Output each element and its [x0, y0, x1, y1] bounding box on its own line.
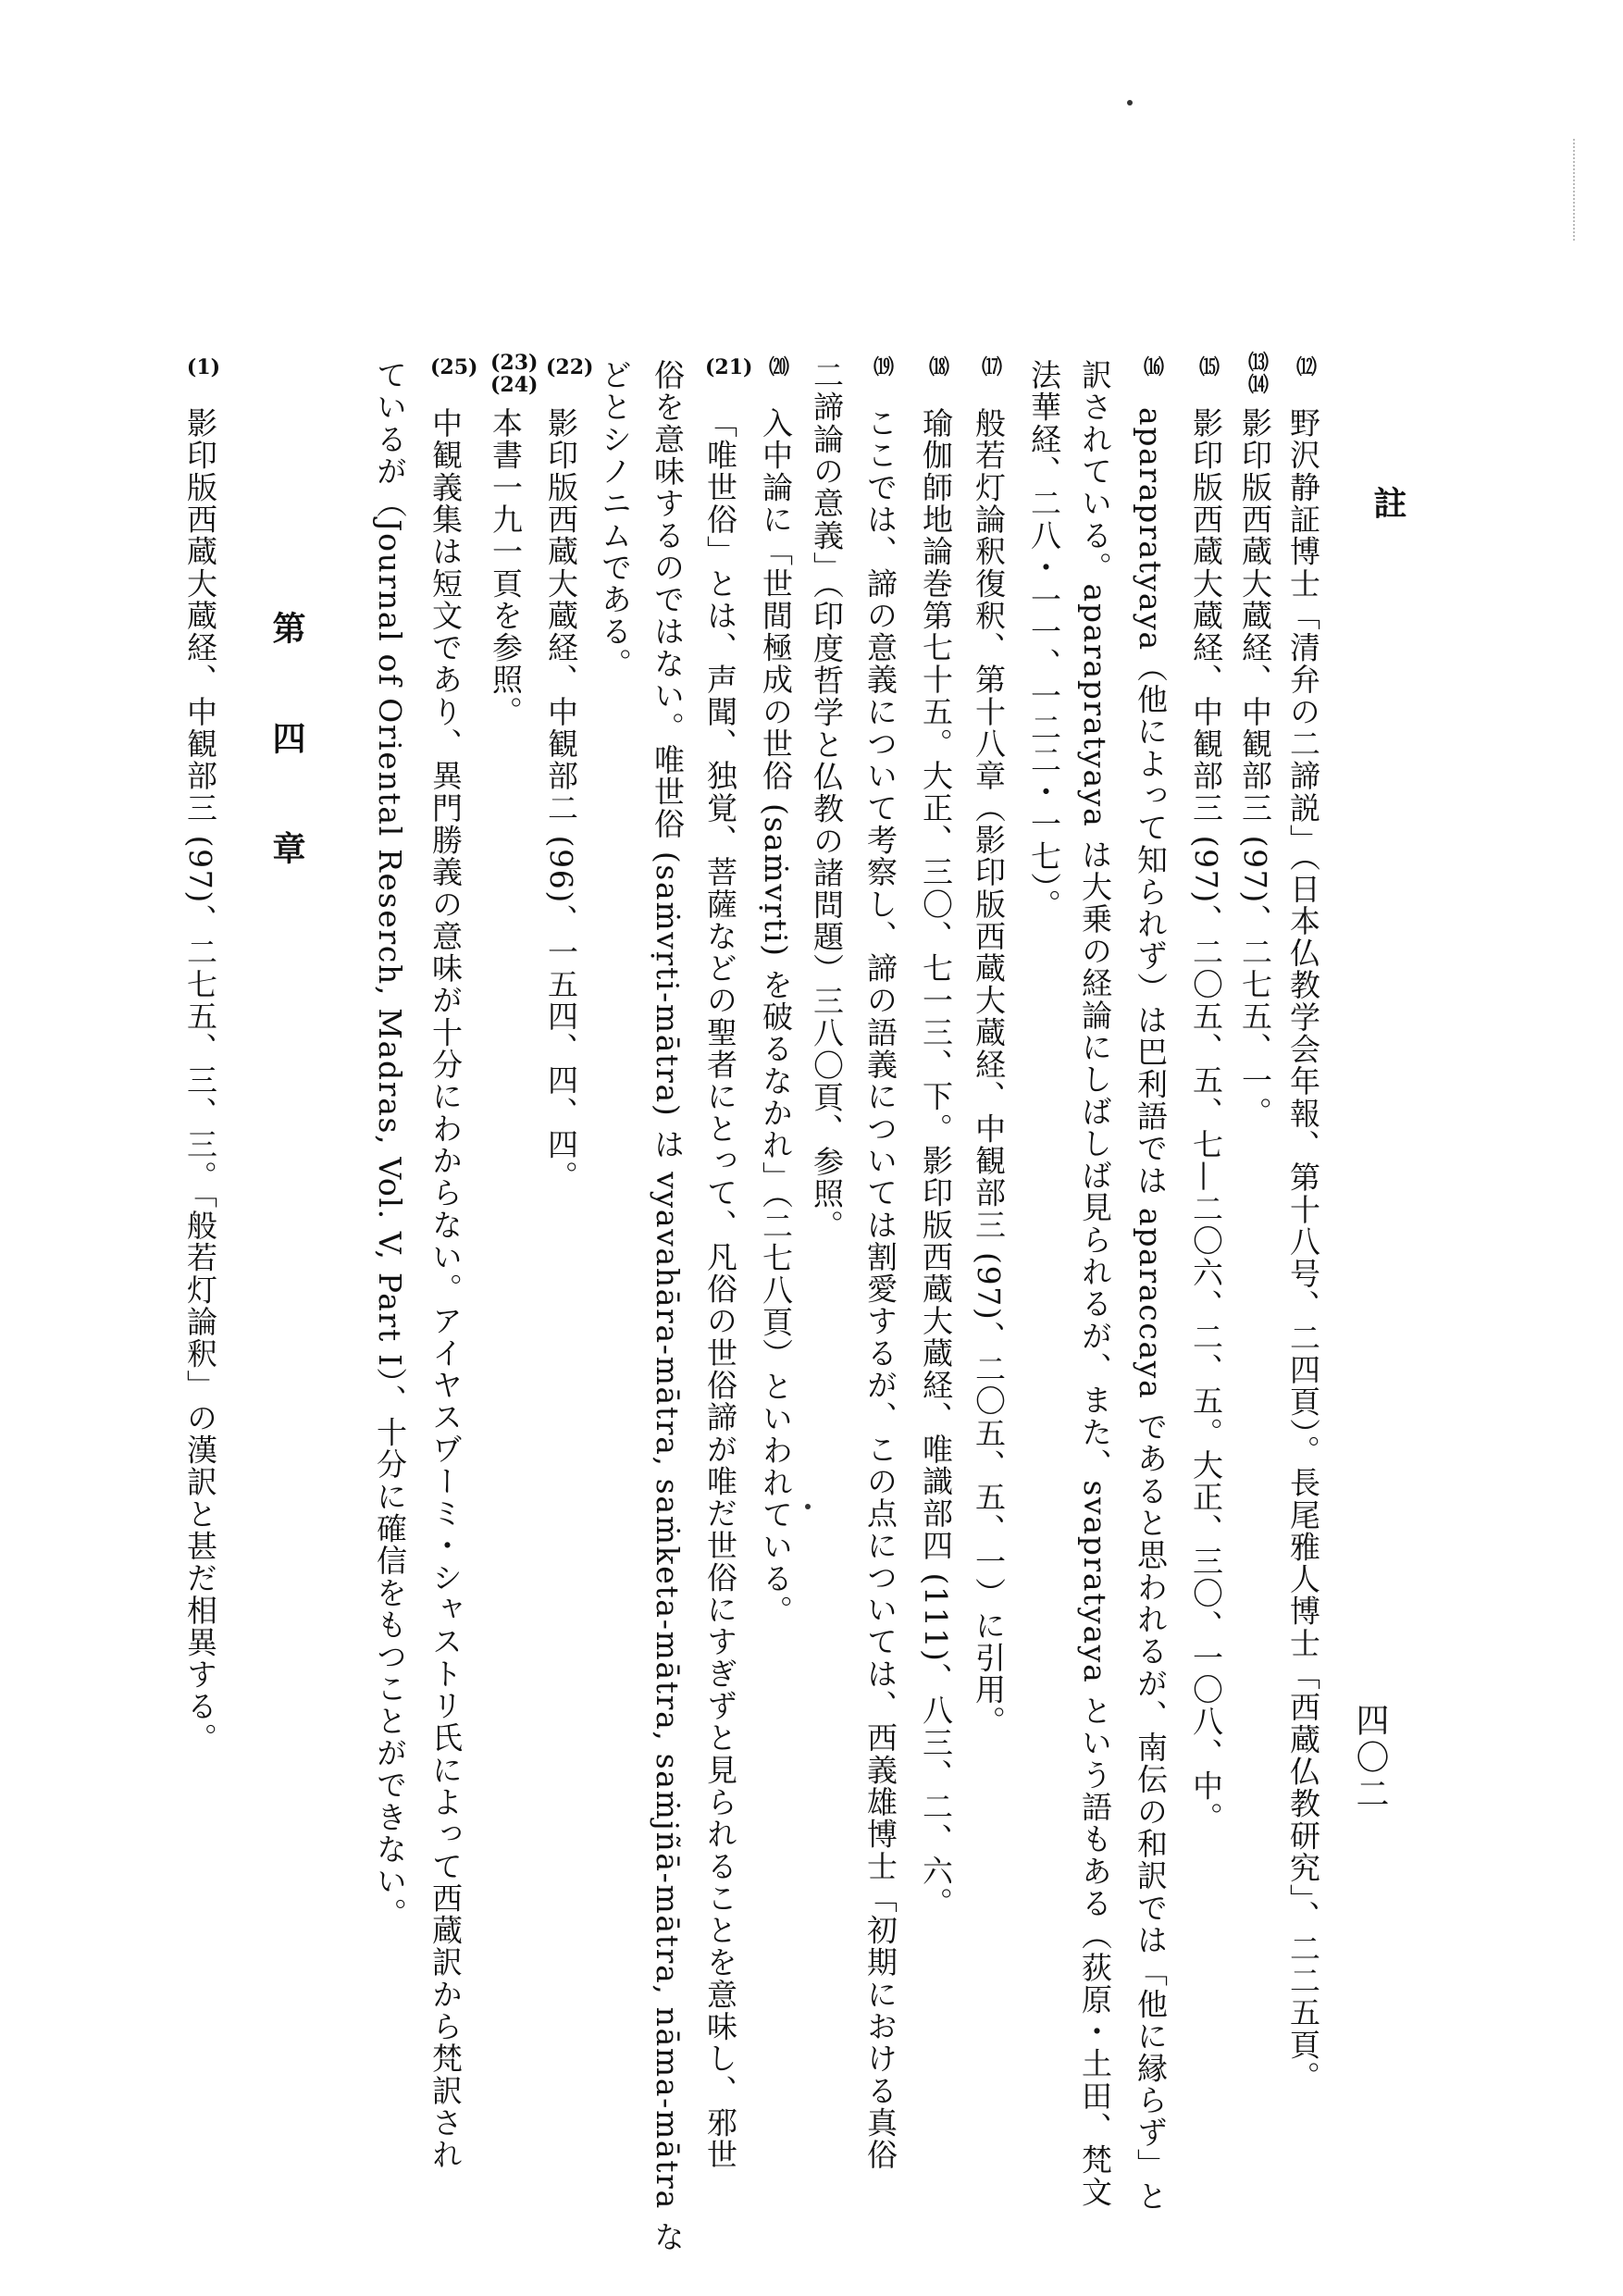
scan-edge-marks	[1573, 139, 1577, 241]
note-number-13-14: ⒀ ⒁	[1247, 351, 1269, 398]
scan-dot	[805, 1504, 811, 1509]
note-21-line-3: どとシノニムである。	[597, 359, 633, 680]
page-number: 四〇二	[1351, 1703, 1389, 1813]
note-15-line-1: 影印版西蔵大蔵経、中観部三 (97)、二〇五、五、七—二〇六、二、五。大正、三〇、一〇八、中。	[1188, 407, 1224, 1834]
chapter-heading: 第四章	[267, 611, 306, 941]
note-23-24-line-1: 本書一九一頁を参照。	[488, 407, 524, 728]
note-number-23-24: (23) (24)	[490, 351, 539, 398]
note-17-line-1: 般若灯論釈復釈、第十八章（影印版西蔵大蔵経、中観部三 (97)、二〇五、五、一）に引用。	[971, 407, 1007, 1738]
note-25-line-2: ているが（Journal of Oriental Reserch, Madras, Vol. V, Part I）、十分に確信をもつことができない。	[372, 359, 408, 1930]
note-21-line-1: 「唯世俗」とは、声聞、独覚、菩薩などの聖者にとって、凡俗の世俗諦が唯だ世俗にすぎずと見られることを意味し、邪世	[702, 407, 738, 2171]
note-number-15: ⒂	[1198, 355, 1220, 379]
note-number-25: (25)	[430, 355, 478, 379]
note-number-12: ⑿	[1295, 355, 1317, 379]
note-25-line-1: 中観義集は短文であり、異門勝義の意味が十分にわからない。アイヤスヷーミ・シャストリ氏によって西蔵訳から梵訳され	[427, 407, 464, 2171]
note-number-20: ⒇	[768, 355, 789, 379]
note-16-line-3: 法華経、二八・一一、一二二・一七）。	[1026, 359, 1062, 922]
scan-dot	[1127, 100, 1133, 105]
chapter-note-number-1: (1)	[186, 355, 221, 379]
note-number-18: ⒅	[928, 355, 949, 379]
note-18-line-1: 瑜伽師地論巻第七十五。大正、三〇、七一三、下。影印版西蔵大蔵経、唯識部四 (111)、八三、二、六。	[918, 407, 954, 1919]
page-header-title: 註	[1369, 486, 1407, 519]
note-16-line-2: 訳されている。aparapratyaya は大乗の経論にしばしば見られるが、また、svapratyaya という語もある（荻原・土田、梵文	[1077, 359, 1113, 2208]
note-19-line-2: 二諦論の意義」（印度哲学と仏教の諸問題）三八〇頁、参照。	[809, 359, 845, 1242]
note-20-line-1: 入中論に「世間極成の世俗 (saṁvṛti) を破るなかれ」（二七八頁）といわれている。	[758, 407, 794, 1627]
note-12-line-1: 野沢静証博士「清弁の二諦説」（日本仏教学会年報、第十八号、二四頁）。長尾雅人博士「西蔵仏教研究」、二二五頁。	[1285, 407, 1321, 2093]
note-22-line-1: 影印版西蔵大蔵経、中観部二 (96)、一五四、四、四。	[543, 407, 579, 1193]
chapter-note-1-line-1: 影印版西蔵大蔵経、中観部三 (97)、二七五、三、三。「般若灯論釈」の漢訳と甚だ相異する。	[182, 407, 218, 1755]
note-number-19: ⒆	[873, 355, 894, 379]
note-21-line-2: 俗を意味するのではない。唯世俗 (saṁvṛti-mātra) は vyavahāra-mātra, saṁketa-mātra, saṁjñā-mātra, nāma-mātra な	[650, 359, 686, 2253]
note-13-14-line-1: 影印版西蔵大蔵経、中観部三 (97)、二七五、一。	[1237, 407, 1273, 1129]
note-number-21: (21)	[705, 355, 753, 379]
note-19-line-1: ここでは、諦の意義について考察し、諦の語義については割愛するが、この点については、西義雄博士「初期における真俗	[862, 407, 898, 2171]
note-number-16: ⒃	[1143, 355, 1164, 379]
note-number-22: (22)	[546, 355, 594, 379]
note-number-17: ⒄	[981, 355, 1002, 379]
note-16-line-1: aparapratyaya（他によって知られず）は巴利語では aparaccaya であると思われるが、南伝の和訳では「他に縁らず」と	[1133, 407, 1169, 2213]
